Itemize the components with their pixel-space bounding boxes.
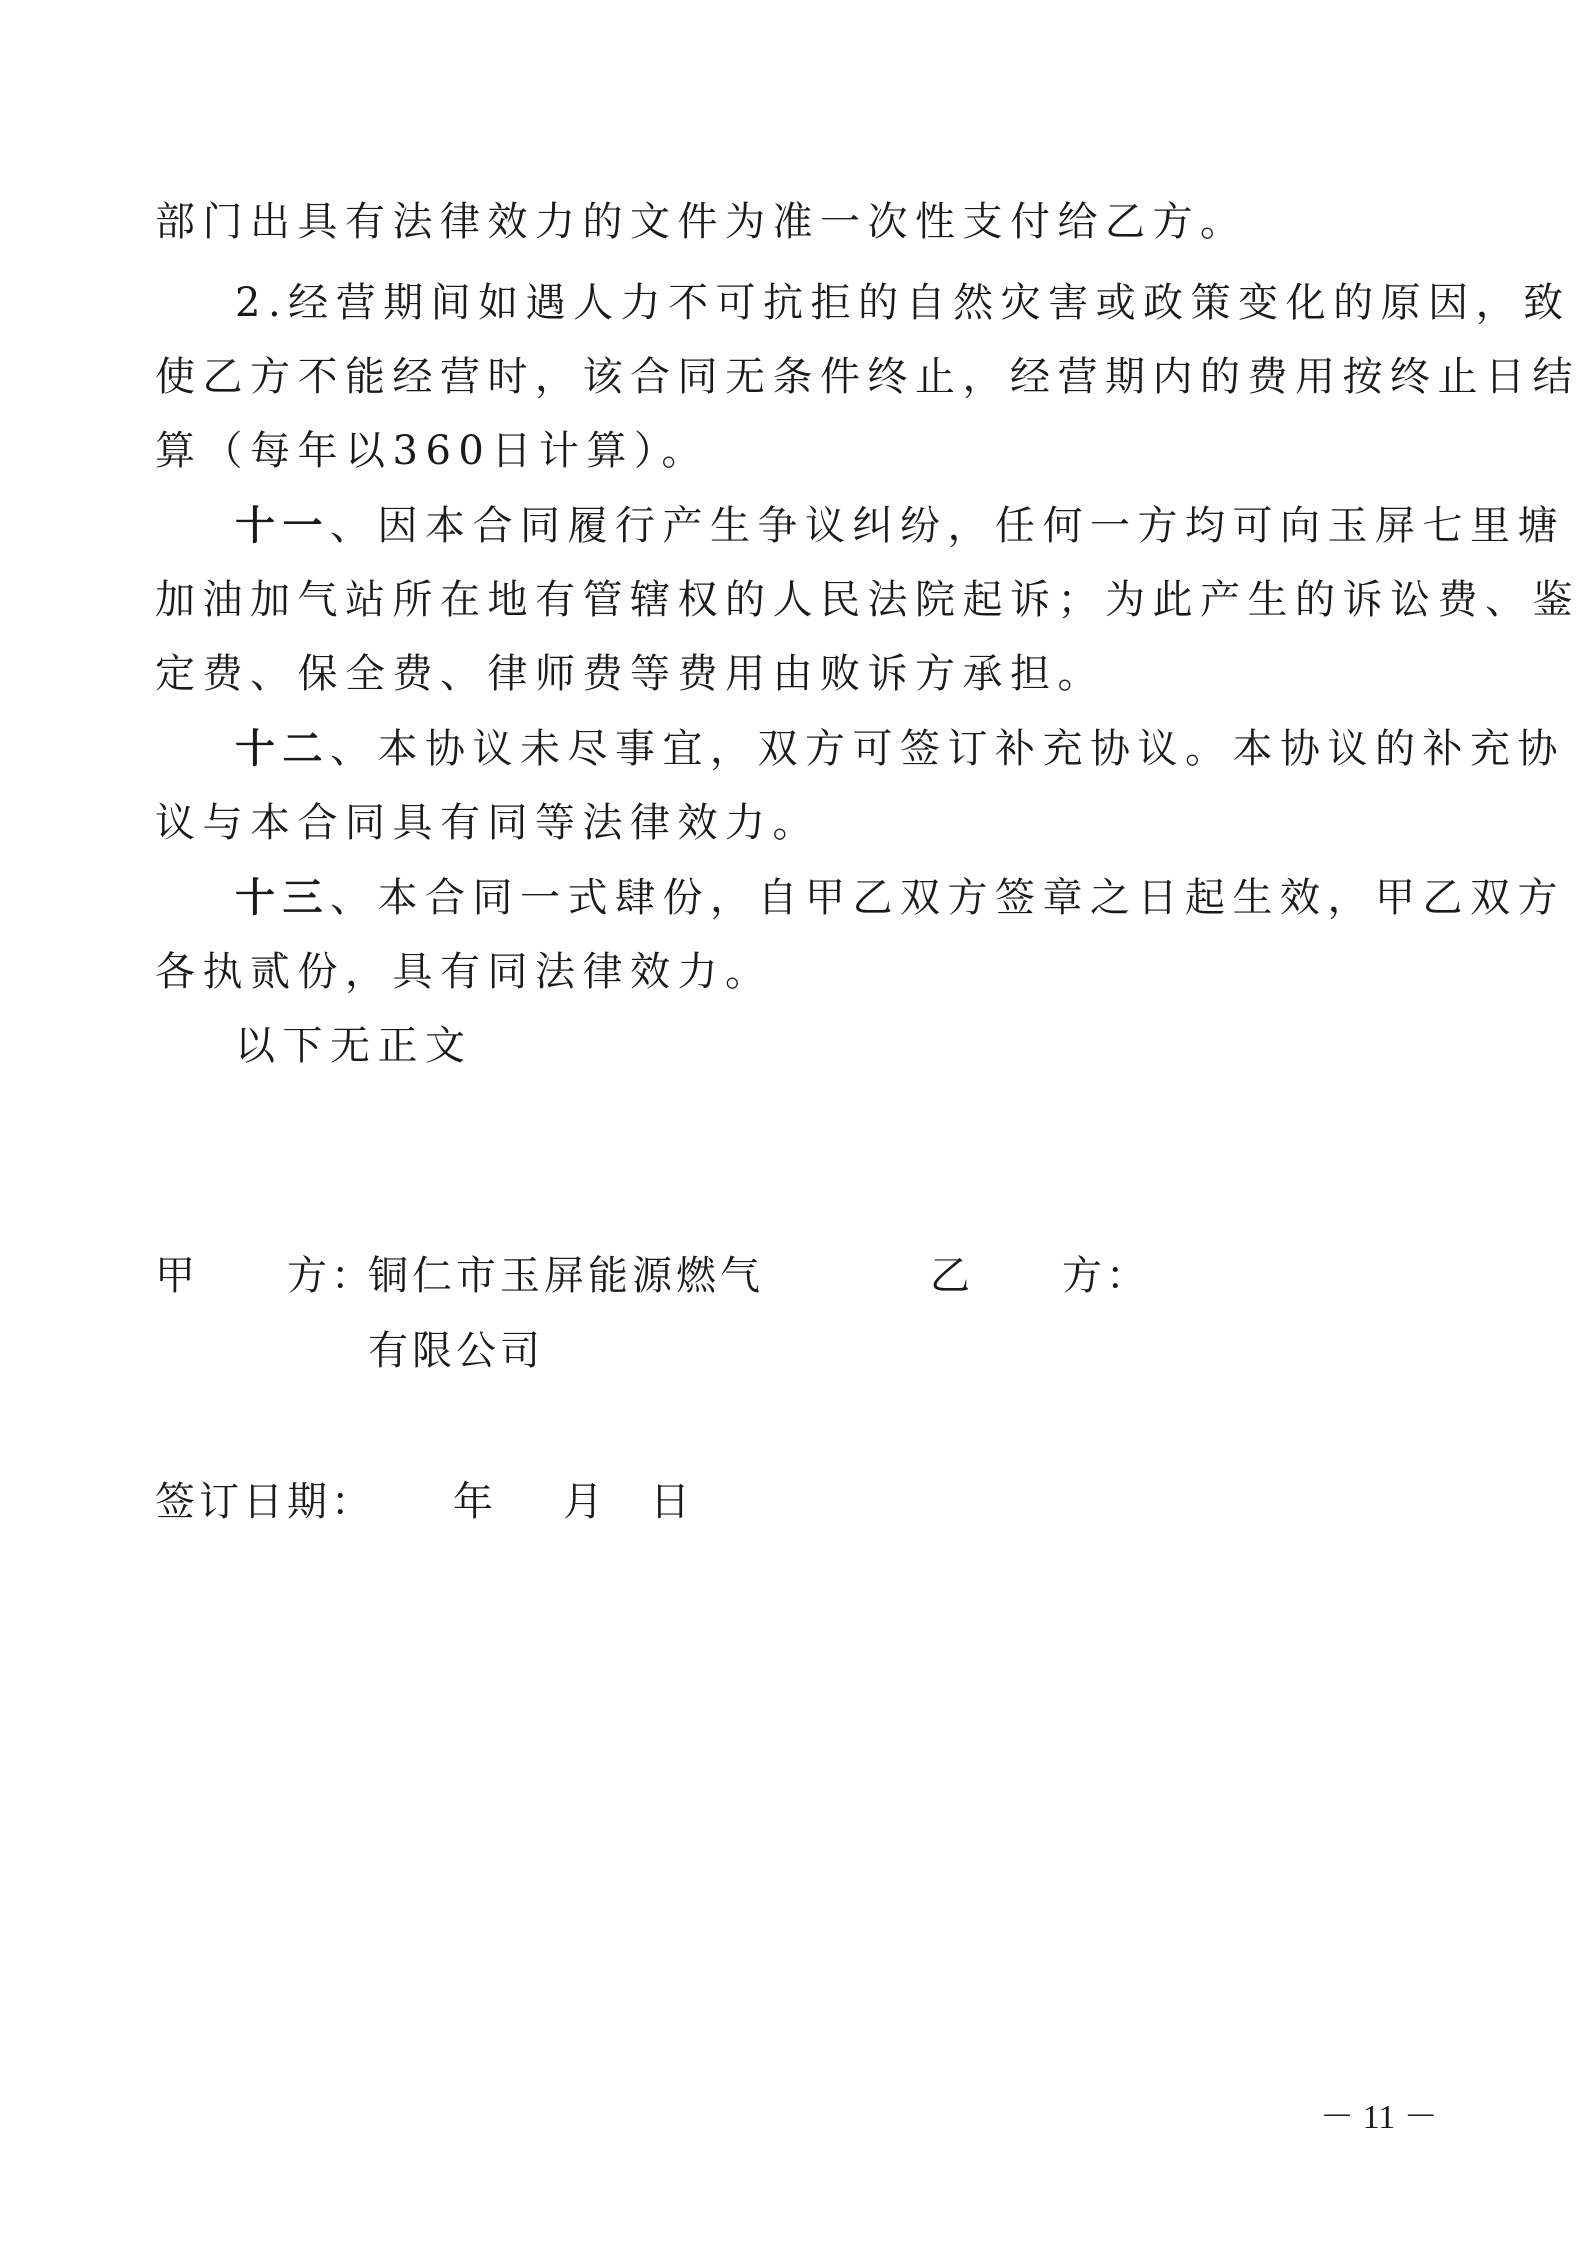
party-a-label: 甲 方： (155, 1253, 375, 1299)
date-day: 日 (650, 1479, 694, 1525)
date-year: 年 (453, 1479, 497, 1525)
clause-eleven (235, 502, 1565, 550)
clause-text: 、因本合同履行产生争议纠纷，任何一方均可向玉屏七里塘 (330, 503, 1565, 549)
paragraph-line: 定费、保全费、律师费等费用由败诉方承担。 (155, 651, 1105, 697)
clause-label: 十三 (235, 874, 330, 921)
clause-text: 、本协议未尽事宜，双方可签订补充协议。本协议的补充协 (330, 726, 1565, 772)
paragraph-line: 加油加气站所在地有管辖权的人民法院起诉；为此产生的诉讼费、鉴 (155, 577, 1580, 623)
clause-label: 十二 (235, 725, 330, 772)
paragraph-line: 2.经营期间如遇人力不可抗拒的自然灾害或政策变化的原因，致 (235, 280, 1571, 326)
end-of-text-note: 以下无正文 (235, 1023, 473, 1069)
clause-text: 、本合同一式肆份，自甲乙双方签章之日起生效，甲乙双方 (330, 875, 1565, 921)
page-number: － 11 － (1320, 2099, 1438, 2136)
paragraph-line: 各执贰份，具有同法律效力。 (155, 949, 773, 995)
clause-label: 十一 (235, 502, 330, 549)
paragraph-line: 部门出具有法律效力的文件为准一次性支付给乙方。 (155, 199, 1248, 245)
clause-thirteen (235, 874, 1565, 922)
party-a-name: 铜仁市玉屏能源燃气 (368, 1253, 764, 1299)
signing-date-label: 签订日期： (155, 1479, 375, 1525)
date-month: 月 (563, 1479, 607, 1525)
party-b-label: 乙 方： (930, 1253, 1150, 1299)
party-a-name-cont: 有限公司 (368, 1328, 544, 1374)
paragraph-line: 议与本合同具有同等法律效力。 (155, 800, 820, 846)
clause-twelve (235, 725, 1565, 773)
paragraph-line: 算（每年以360日计算）。 (155, 428, 709, 474)
paragraph-line: 使乙方不能经营时，该合同无条件终止，经营期内的费用按终止日结 (155, 354, 1580, 400)
